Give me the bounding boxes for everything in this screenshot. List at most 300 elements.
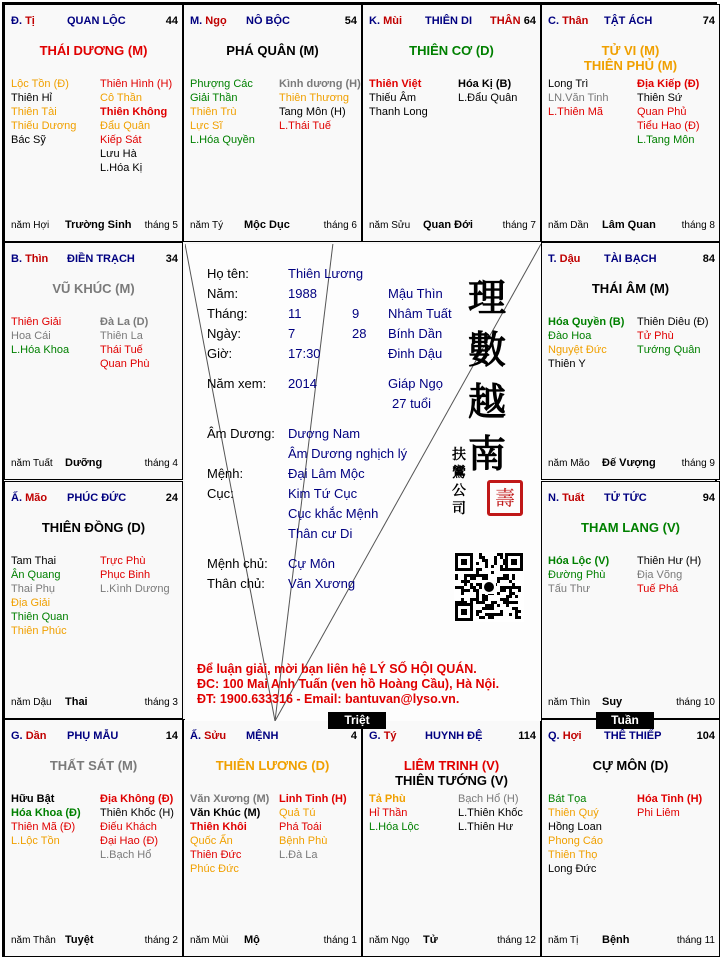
palace-year: năm Dần [548,220,589,231]
palace-stem: Hợi [562,730,582,742]
palace-header [11,253,178,267]
minor-star: L.Thiên Khốc [458,807,523,819]
amduong-value: Dương Nam [288,426,361,441]
palace-footer [548,219,715,233]
contact-info [197,662,499,707]
right-star-list [100,315,150,371]
left-star-list [548,554,609,596]
palace-month: tháng 4 [144,458,178,469]
minor-star: L.Thái Tuế [279,120,331,132]
palace-month: tháng 5 [144,220,178,231]
palace-number: 44 [165,15,178,27]
left-star-list [11,315,69,357]
birth-month-lunar: 9 [352,306,360,321]
cuc-value: Kim Tứ Cục [288,486,358,501]
minor-star: L.Đẩu Quân [458,92,518,104]
palace-name: HUYNH ĐỆ [425,730,483,742]
minor-star: L.Hóa Quyền [190,134,255,146]
palace-branch: C. [548,15,559,27]
amduong-note: Âm Dương nghịch lý [288,446,408,461]
palace-year: năm Tý [190,220,224,231]
birth-month-solar: 11 [288,306,302,321]
palace-tuat[interactable] [541,481,720,719]
minor-star: Thiên Khôi [190,821,247,833]
palace-name: PHÚC ĐỨC [67,492,127,504]
minor-star: Địa Kiếp (Đ) [637,78,700,90]
minor-star: L.Kình Dương [100,583,170,595]
birth-hour: 17:30 [288,346,321,361]
palace-year: năm Tị [548,935,579,946]
contact-line-1: Để luận giải, mời bạn liên hệ LÝ SỐ HỘI QUÁN. [197,662,477,676]
major-star: THIÊN CƠ (D) [409,43,494,58]
palace-header [11,492,178,506]
right-star-list [637,77,700,147]
minor-star: Thiên Y [548,358,586,370]
minor-star: Thanh Long [369,106,428,118]
menh-chu-label: Mệnh chủ: [207,556,268,571]
palace-number: 24 [165,492,178,504]
minor-star: L.Lộc Tồn [11,835,60,847]
year-label: Năm: [207,286,239,301]
calligraphy-char: 理 [468,275,507,320]
life-stage: Trường Sinh [65,219,132,231]
minor-star: Lộc Tồn (Đ) [11,78,69,90]
minor-star: Phượng Các [190,78,253,90]
palace-branch: Q. [548,730,560,742]
palace-name: THÊ THIẾP [604,730,662,742]
minor-star: L.Tang Môn [637,134,695,146]
palace-ty[interactable] [362,719,541,957]
palace-number: 14 [165,730,178,742]
minor-star: Thiên Hỉ [11,92,52,104]
month-label: Tháng: [207,306,248,321]
palace-stem: Tý [383,730,397,742]
palace-footer [11,696,178,710]
palace-name: ĐIỀN TRẠCH [67,253,135,265]
birth-day-canchi: Bính Dần [388,326,443,341]
palace-footer [369,219,536,233]
palace-year: năm Thìn [548,697,591,708]
minor-star: Thiên Diêu (Đ) [637,316,709,328]
left-star-list [11,792,81,848]
minor-star: L.Đà La [279,849,318,861]
menh-value: Đại Lâm Mộc [288,466,365,481]
palace-footer [369,934,536,948]
minor-star: Hóa Kị (B) [458,78,512,90]
minor-star: Thiên Phúc [11,625,67,637]
palace-than[interactable] [541,4,720,242]
minor-star: Hữu Bật [11,793,55,805]
palace-name: TẬT ÁCH [604,15,653,27]
view-year-label: Năm xem: [207,376,267,391]
minor-star: Hóa Lộc (V) [548,555,610,567]
minor-star: Nguyệt Đức [548,344,607,356]
palace-footer [190,219,357,233]
contact-address: ĐC: 100 Mai Anh Tuấn (ven hồ Hoàng Cầu), Hà Nội. [197,677,500,691]
minor-star: Long Đức [548,863,597,875]
major-star: CỰ MÔN (D) [592,758,669,773]
minor-star: Thiên Hình (H) [100,78,173,90]
major-star: THIÊN PHỦ (M) [583,58,678,73]
life-stage: Lâm Quan [602,219,656,231]
life-stage: Tử [423,934,438,946]
palace-month: tháng 11 [676,935,715,946]
minor-star: Phục Binh [100,569,151,581]
palace-stem: Mão [25,492,48,504]
minor-star: Phúc Đức [190,863,239,875]
cuc-note: Cục khắc Mệnh [288,506,379,521]
palace-footer [11,219,178,233]
palace-name: TỬ TỨC [604,492,647,504]
person-name: Thiên Lương [288,266,364,281]
palace-branch: K. [369,15,380,27]
palace-year: năm Ngọ [369,935,410,946]
red-seal-stamp: 壽 [487,480,523,516]
than-chu-value: Văn Xương [288,576,356,591]
major-star: THIÊN LƯƠNG (D) [215,758,330,773]
minor-star: Thai Phụ [11,583,56,595]
palace-ngo[interactable] [183,4,362,242]
minor-star: Thiên Khốc (H) [100,807,174,819]
palace-dan[interactable] [4,719,183,957]
minor-star: Tử Phù [637,330,674,342]
minor-star: Thiên Không [100,106,168,118]
day-label: Ngày: [207,326,241,341]
palace-name: NÔ BỘC [246,15,290,27]
minor-star: Hóa Khoa (Đ) [11,807,81,819]
minor-star: Thiên Giải [11,316,62,328]
minor-star: Hoa Cái [11,330,51,342]
palace-footer [190,934,357,948]
life-stage: Suy [602,696,623,708]
palace-name: MỆNH [246,730,279,742]
minor-star: L.Hóa Lộc [369,821,420,833]
seal-text: 扶鸞公司 [452,447,466,517]
birth-day-solar: 7 [288,326,296,341]
view-year-canchi: Giáp Ngọ [388,376,443,391]
palace-year: năm Tuất [11,458,53,469]
life-stage: Mộc Dục [244,219,290,231]
major-star: THẤT SÁT (M) [49,758,138,773]
palace-number: 74 [702,15,715,27]
palace-year: năm Sửu [369,220,411,231]
minor-star: Cô Thần [100,92,142,104]
menh-label: Mệnh: [207,466,244,481]
than-position: Thân cư Di [288,526,353,541]
minor-star: Đại Hao (Đ) [100,835,159,847]
palace-number: 94 [702,492,715,504]
minor-star: Thiên Mã (Đ) [11,821,76,833]
palace-dau[interactable] [541,242,720,480]
cuc-label: Cục: [207,486,234,501]
palace-month: tháng 9 [681,458,715,469]
left-star-list [369,792,419,834]
major-star: LIÊM TRINH (V) [403,758,500,773]
palace-footer [11,457,178,471]
palace-stem: Thân [562,15,589,27]
minor-star: LN.Văn Tinh [548,92,609,104]
birth-year-canchi: Mậu Thìn [388,286,443,301]
center-info-panel [185,244,541,721]
minor-star: Kình dương (H) [279,78,361,90]
age: 27 tuổi [392,396,432,411]
palace-name: QUAN LỘC [67,15,126,27]
palace-stem: Thìn [25,253,49,265]
palace-name: THIÊN DI [425,15,473,27]
palace-footer [548,934,715,948]
minor-star: Tấu Thư [548,583,591,595]
minor-star: Giải Thần [190,92,238,104]
right-star-list [637,554,701,596]
name-label: Họ tên: [207,266,249,281]
palace-year: năm Hợi [11,220,50,231]
major-star: THIÊN ĐỒNG (D) [41,520,146,535]
left-star-list [11,77,76,147]
palace-year: năm Mão [548,458,590,469]
palace-stem: Ngọ [205,15,227,27]
palace-number: 64 [523,15,536,27]
hour-label: Giờ: [207,346,233,361]
minor-star: L.Hóa Kị [100,162,143,174]
palace-number: 54 [344,15,357,27]
calligraphy-char: 數 [468,327,507,372]
palace-month: tháng 12 [497,935,536,946]
birth-month-canchi: Nhâm Tuất [388,306,452,321]
minor-star: Quan Phù [100,358,150,370]
palace-header [11,730,178,744]
palace-number: 4 [350,730,357,742]
qr-code[interactable] [454,552,524,622]
minor-star: Địa Không (Đ) [100,793,174,805]
major-star: THÁI DƯƠNG (M) [39,43,148,58]
minor-star: Phi Liêm [637,807,680,819]
minor-star: Tam Thai [11,555,57,567]
palace-header [11,15,178,29]
major-star: THIÊN TƯỚNG (V) [395,773,508,788]
life-stage: Bệnh [602,934,630,946]
calligraphy-logo [468,275,518,498]
palace-month: tháng 6 [323,220,357,231]
minor-star: Phong Cáo [548,835,604,847]
palace-branch: B. [11,253,22,265]
minor-star: Điếu Khách [100,821,157,833]
triet-tag: Triệt [328,712,386,729]
palace-month: tháng 10 [676,697,715,708]
minor-star: Đào Hoa [548,330,592,342]
minor-star: Thiên Đức [190,849,242,861]
palace-header [548,492,715,506]
minor-star: Quan Phủ [637,106,687,118]
minor-star: Tiểu Hao (Đ) [637,120,700,132]
minor-star: Thiên Thương [279,92,350,104]
palace-month: tháng 3 [144,697,178,708]
palace-year: năm Dậu [11,697,52,708]
palace-branch: Ấ. [190,730,201,742]
minor-star: Thiếu Dương [11,120,77,132]
minor-star: Bát Tọa [548,793,587,805]
than-chu-label: Thân chủ: [207,576,265,591]
palace-mao[interactable] [4,481,183,719]
palace-branch: N. [548,492,559,504]
minor-star: Trực Phù [100,555,146,567]
calligraphy-char: 越 [468,379,507,424]
major-star: TỬ VI (M) [601,43,660,58]
right-star-list [637,792,702,820]
minor-star: Quả Tú [279,807,316,819]
minor-star: Hồng Loan [548,821,602,833]
palace-stem: Tị [25,15,35,27]
minor-star: L.Bạch Hổ [100,849,152,861]
palace-header [548,15,715,29]
life-stage: Dưỡng [65,457,103,469]
palace-footer [548,457,715,471]
palace-thin[interactable] [4,242,183,480]
minor-star: Văn Khúc (M) [190,807,261,819]
minor-star: Đường Phù [548,569,606,581]
minor-star: L.Hóa Khoa [11,344,70,356]
palace-stem: Dậu [559,253,581,265]
minor-star: Thiên Thọ [548,849,598,861]
minor-star: Lưu Hà [100,148,137,160]
minor-star: Thiên Việt [369,78,422,90]
left-star-list [369,77,428,119]
right-star-list [458,77,517,105]
palace-stem: Mùi [383,15,403,27]
minor-star: Địa Võng [637,569,683,581]
minor-star: Quốc Ấn [190,835,233,847]
palace-year: năm Thân [11,935,56,946]
palace-branch: T. [548,253,557,265]
palace-year: năm Mùi [190,935,229,946]
palace-suu[interactable] [183,719,362,957]
minor-star: Hỉ Thần [369,807,408,819]
minor-star: Bệnh Phù [279,835,328,847]
palace-branch: G. [369,730,381,742]
minor-star: Văn Xương (M) [190,793,270,805]
right-star-list [637,315,709,357]
minor-star: Long Trì [548,78,589,90]
minor-star: Địa Giải [11,597,51,609]
palace-mui[interactable] [362,4,541,242]
minor-star: Đẩu Quân [100,120,151,132]
palace-footer [11,934,178,948]
view-year: 2014 [288,376,317,391]
life-stage: Quan Đới [423,219,473,231]
minor-star: Bạch Hổ (H) [458,793,519,805]
palace-number: 34 [165,253,178,265]
palace-month: tháng 1 [323,935,357,946]
tuan-tag: Tuần [596,712,654,729]
palace-header [369,730,536,744]
minor-star: Thiên Quý [548,807,599,819]
life-stage: Thai [65,696,88,708]
birth-day-lunar: 28 [352,326,367,341]
minor-star: Thiên Trù [190,106,237,118]
right-star-list [100,554,170,596]
major-star: VŨ KHÚC (M) [52,281,135,296]
palace-number: 114 [518,730,536,742]
palace-header [190,15,357,29]
right-star-list [100,77,172,175]
right-star-list [279,792,347,862]
minor-star: Thiên Sứ [637,92,683,104]
palace-footer [548,696,715,710]
palace-branch: Ấ. [11,492,22,504]
palace-branch: G. [11,730,23,742]
palace-number: 104 [696,730,715,742]
palace-stem: Tuất [562,492,585,504]
minor-star: L.Thiên Hư [458,821,514,833]
menh-chu-value: Cự Môn [288,556,335,571]
palace-month: tháng 2 [144,935,178,946]
palace-name: TÀI BẠCH [604,253,657,265]
minor-star: Thiên Hư (H) [637,555,702,567]
minor-star: Tuế Phá [637,583,679,595]
amduong-label: Âm Dương: [207,426,275,441]
minor-star: Thái Tuế [100,344,143,356]
horoscope-chart [2,2,717,957]
minor-star: Lực Sĩ [190,120,223,132]
major-star: THÁI ÂM (M) [591,281,670,296]
left-star-list [11,554,68,638]
minor-star: Tả Phù [369,793,406,805]
minor-star: Thiên La [100,330,143,342]
calligraphy-char: 南 [468,431,507,476]
palace-stem: Dần [25,730,47,742]
left-star-list [548,315,624,371]
left-star-list [190,77,255,147]
minor-star: Thiếu Âm [369,92,417,104]
minor-star: Hóa Quyền (B) [548,316,625,328]
palace-branch: Đ. [11,15,22,27]
minor-star: Linh Tinh (H) [279,793,347,805]
palace-header [190,730,357,744]
major-star: PHÁ QUÂN (M) [226,43,319,58]
than-marker: THÂN [490,15,521,27]
palace-ti[interactable] [4,4,183,242]
right-star-list [458,792,523,834]
minor-star: Phá Toái [279,821,322,833]
life-stage: Mộ [244,934,260,946]
minor-star: Đà La (D) [100,316,149,328]
minor-star: Thiên Tài [11,106,57,118]
minor-star: L.Thiên Mã [548,106,604,118]
left-star-list [190,792,269,876]
minor-star: Hóa Tinh (H) [637,793,703,805]
life-stage: Tuyệt [65,934,94,946]
palace-header [548,253,715,267]
contact-phone-email: ĐT: 1900.633316 - Email: bantuvan@lyso.vn. [197,692,460,706]
palace-header [369,15,536,29]
major-star: THAM LANG (V) [581,520,680,535]
minor-star: Ân Quang [11,569,61,581]
minor-star: Kiếp Sát [100,134,142,146]
palace-hoi[interactable] [541,719,720,957]
minor-star: Bác Sỹ [11,134,46,146]
palace-branch: M. [190,15,203,27]
palace-month: tháng 7 [502,220,536,231]
life-stage: Đế Vượng [602,457,656,469]
left-star-list [548,77,609,119]
birth-hour-canchi: Đinh Dậu [388,346,443,361]
right-star-list [100,792,174,862]
minor-star: Tang Môn (H) [279,106,346,118]
palace-month: tháng 8 [681,220,715,231]
minor-star: Thiên Quan [11,611,69,623]
palace-number: 84 [702,253,715,265]
birth-year: 1988 [288,286,317,301]
palace-header [548,730,715,744]
